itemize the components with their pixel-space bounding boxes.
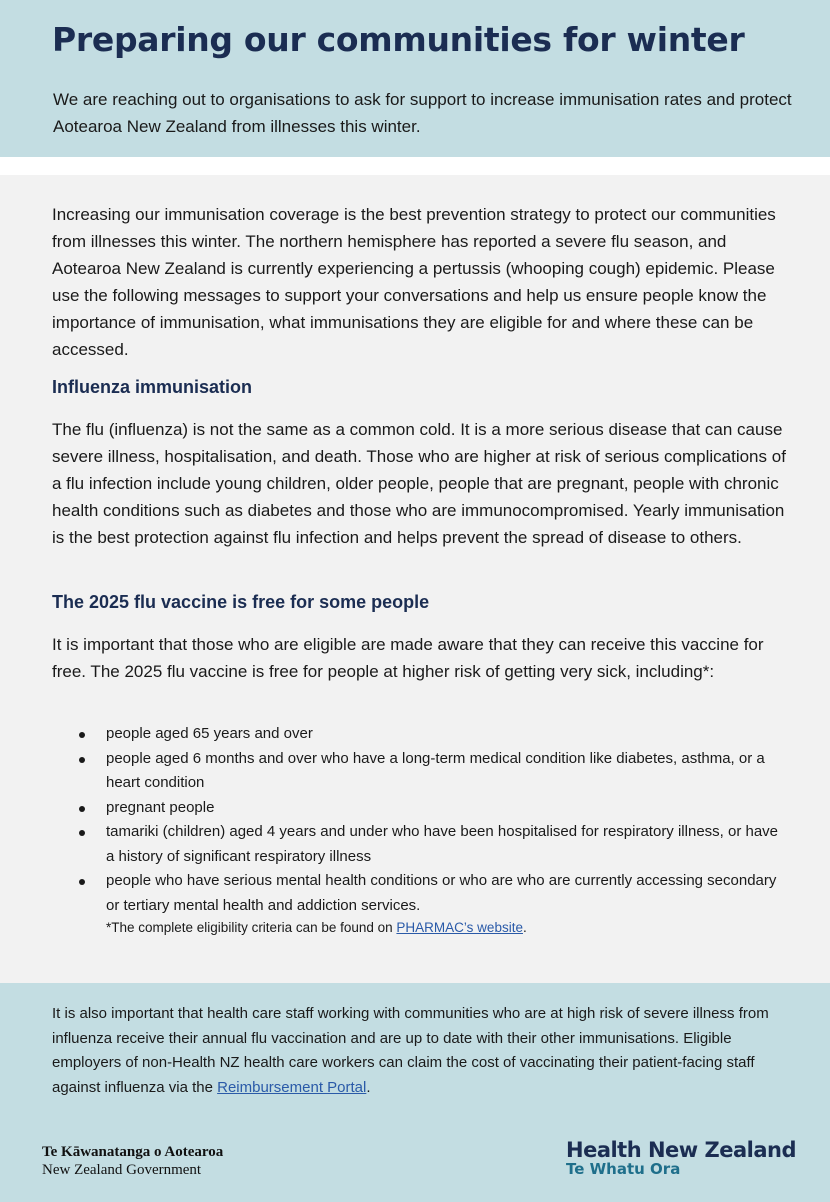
- footnote: [106, 920, 527, 935]
- staff-paragraph: [52, 1002, 792, 1100]
- list-item: pregnant people: [52, 796, 782, 821]
- intro-text: We are reaching out to organisations to ask for support to increase immunisation rates and protect Aotearoa New Zealand from illnesses this winter.: [53, 90, 792, 136]
- intro-paragraph: Increasing our immunisation coverage is the best prevention strategy to protect our communities from illnesses this winter. The northern hemisphere has reported a severe flu season, and Aotearoa New Zealand is currently experiencing a pertussis (whooping cough) epidemic. Please use the following messages to support your conversations and help us ensure people know the importance of immunisation, what immunisations they are eligible for and where these can be accessed.: [52, 205, 776, 359]
- nz-government-logo: [42, 1144, 223, 1179]
- pharmac-link[interactable]: PHARMAC’s website: [396, 920, 523, 935]
- list-item: tamariki (children) aged 4 years and under who have been hospitalised for respiratory illness, or have a history of significant respiratory illness: [52, 820, 782, 869]
- list-item: people aged 65 years and over: [52, 722, 782, 747]
- gov-logo-line1: Te Kāwanatanga o Aotearoa: [42, 1144, 224, 1160]
- eligibility-list: [52, 722, 782, 918]
- gov-logo-line2: New Zealand Government: [42, 1162, 202, 1178]
- reimbursement-portal-link[interactable]: Reimbursement Portal: [217, 1078, 367, 1096]
- heading-free-vaccine: The 2025 flu vaccine is free for some people: [52, 592, 430, 612]
- health-nz-logo: [566, 1138, 796, 1178]
- list-item: people aged 6 months and over who have a long-term medical condition like diabetes, asthma, or a heart condition: [52, 747, 782, 796]
- staff-suffix: .: [366, 1078, 371, 1096]
- heading-influenza: Influenza immunisation: [52, 377, 253, 397]
- influenza-paragraph: The flu (influenza) is not the same as a common cold. It is a more serious disease that can cause severe illness, hospitalisation, and death. Those who are higher at risk of serious complications of a flu infection include young children, older people, people that are pregnant, people with chronic health conditions such as diabetes and those who are immunocompromised. Yearly immunisation is the best protection against flu infection and helps prevent the spread of disease to others.: [52, 420, 786, 547]
- hnz-logo-line2: Te Whatu Ora: [566, 1160, 681, 1178]
- list-item: people who have serious mental health conditions or who are who are currently accessing secondary or tertiary mental health and addiction services.: [52, 869, 782, 918]
- page-title: Preparing our communities for winter: [52, 20, 745, 59]
- hnz-logo-line1: Health New Zealand: [566, 1138, 797, 1162]
- header-band: [0, 0, 830, 157]
- footnote-suffix: .: [522, 920, 527, 935]
- staff-text: It is also important that health care staff working with communities who are at high risk of severe illness from influenza receive their annual flu vaccination and are up to date with their other immunisations. Eligible employers of non-Health NZ health care workers can claim the cost of vaccinating their patient-facing staff against influenza via the: [52, 1005, 769, 1096]
- divider: [0, 157, 830, 175]
- eligibility-paragraph: It is important that those who are eligible are made aware that they can receive this vaccine for free. The 2025 flu vaccine is free for people at higher risk of getting very sick, including*:: [52, 635, 764, 681]
- footnote-text: *The complete eligibility criteria can be found on: [106, 920, 397, 935]
